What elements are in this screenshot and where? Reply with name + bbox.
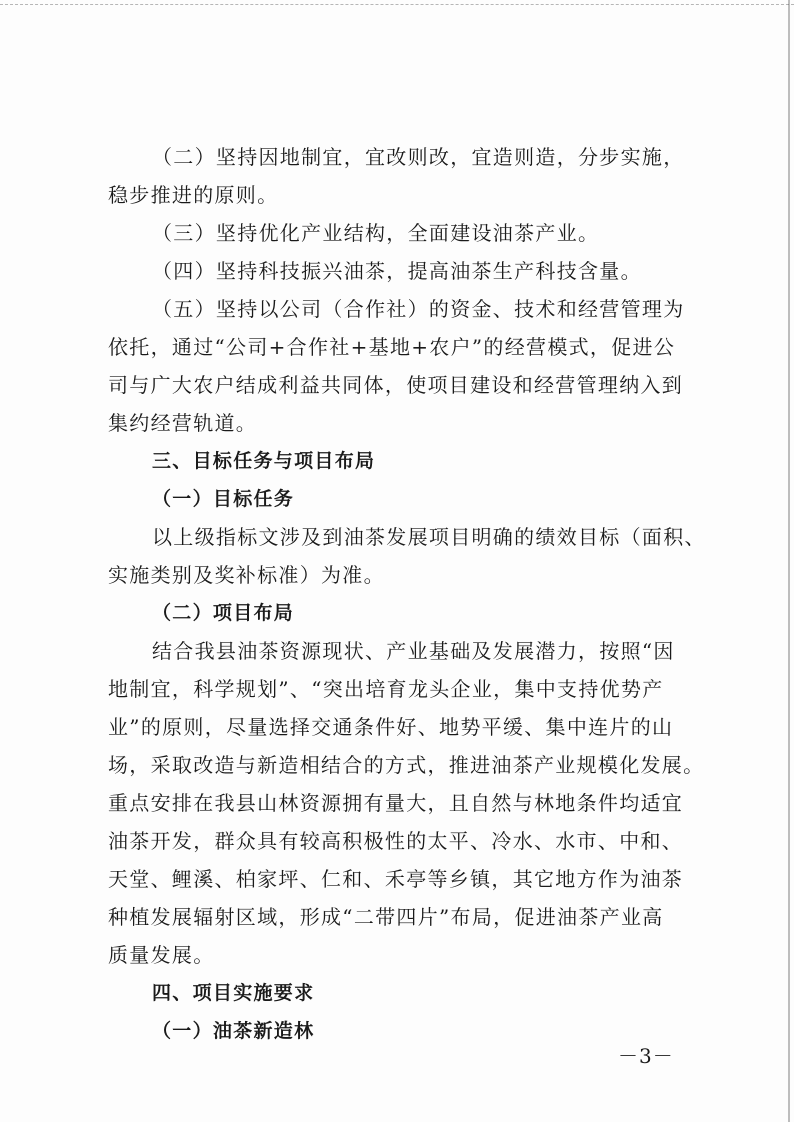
subsection-target-heading: （一）目标任务 <box>152 488 295 510</box>
paragraph-principle-5-line-2: 依托，通过“公司+合作社+基地+农户”的经营模式，促进公 <box>108 335 676 359</box>
paragraph-principle-5-line-4: 集约经营轨道。 <box>108 411 258 435</box>
target-line-2: 实施类别及奖补标准）为准。 <box>108 563 385 587</box>
target-line-1: 以上级指标文涉及到油茶发展项目明确的绩效目标（面积、 <box>152 525 706 549</box>
paragraph-principle-5-line-1: （五）坚持以公司（合作社）的资金、技术和经营管理为 <box>152 297 685 321</box>
document-body <box>108 138 706 1050</box>
layout-line-8: 种植发展辐射区域，形成“二带四片”布局，促进油茶产业高 <box>108 905 664 929</box>
paragraph-principle-2-line-1: （二）坚持因地制宜，宜改则改，宜造则造，分步实施， <box>152 145 685 169</box>
layout-line-3: 业”的原则，尽量选择交通条件好、地势平缓、集中连片的山 <box>108 715 674 739</box>
layout-line-5: 重点安排在我县山林资源拥有量大，且自然与林地条件均适宜 <box>108 791 684 815</box>
paragraph-principle-3: （三）坚持优化产业结构，全面建设油茶产业。 <box>152 221 600 245</box>
layout-line-6: 油茶开发，群众具有较高积极性的太平、冷水、水市、中和、 <box>108 829 684 853</box>
subsection-layout-heading: （二）项目布局 <box>152 602 295 624</box>
page-number: －3－ <box>618 1044 674 1068</box>
layout-line-4: 场，采取改造与新造相结合的方式，推进油茶产业规模化发展。 <box>108 753 705 777</box>
section-4-heading: 四、项目实施要求 <box>152 982 315 1004</box>
layout-line-7: 天堂、鲤溪、柏家坪、仁和、禾亭等乡镇，其它地方作为油茶 <box>108 867 684 891</box>
subsection-new-planting-heading: （一）油茶新造林 <box>152 1020 315 1042</box>
paragraph-principle-2-line-2: 稳步推进的原则。 <box>108 183 279 207</box>
layout-line-2: 地制宜，科学规划”、“突出培育龙头企业，集中支持优势产 <box>108 677 664 701</box>
layout-line-9: 质量发展。 <box>108 943 215 967</box>
scan-right-edge <box>788 0 790 1122</box>
scan-top-border <box>0 0 794 5</box>
paragraph-principle-4: （四）坚持科技振兴油茶，提高油茶生产科技含量。 <box>152 259 642 283</box>
paragraph-principle-5-line-3: 司与广大农户结成利益共同体，使项目建设和经营管理纳入到 <box>108 373 684 397</box>
section-3-heading: 三、目标任务与项目布局 <box>152 450 376 472</box>
layout-line-1: 结合我县油茶资源现状、产业基础及发展潜力，按照“因 <box>152 639 675 663</box>
